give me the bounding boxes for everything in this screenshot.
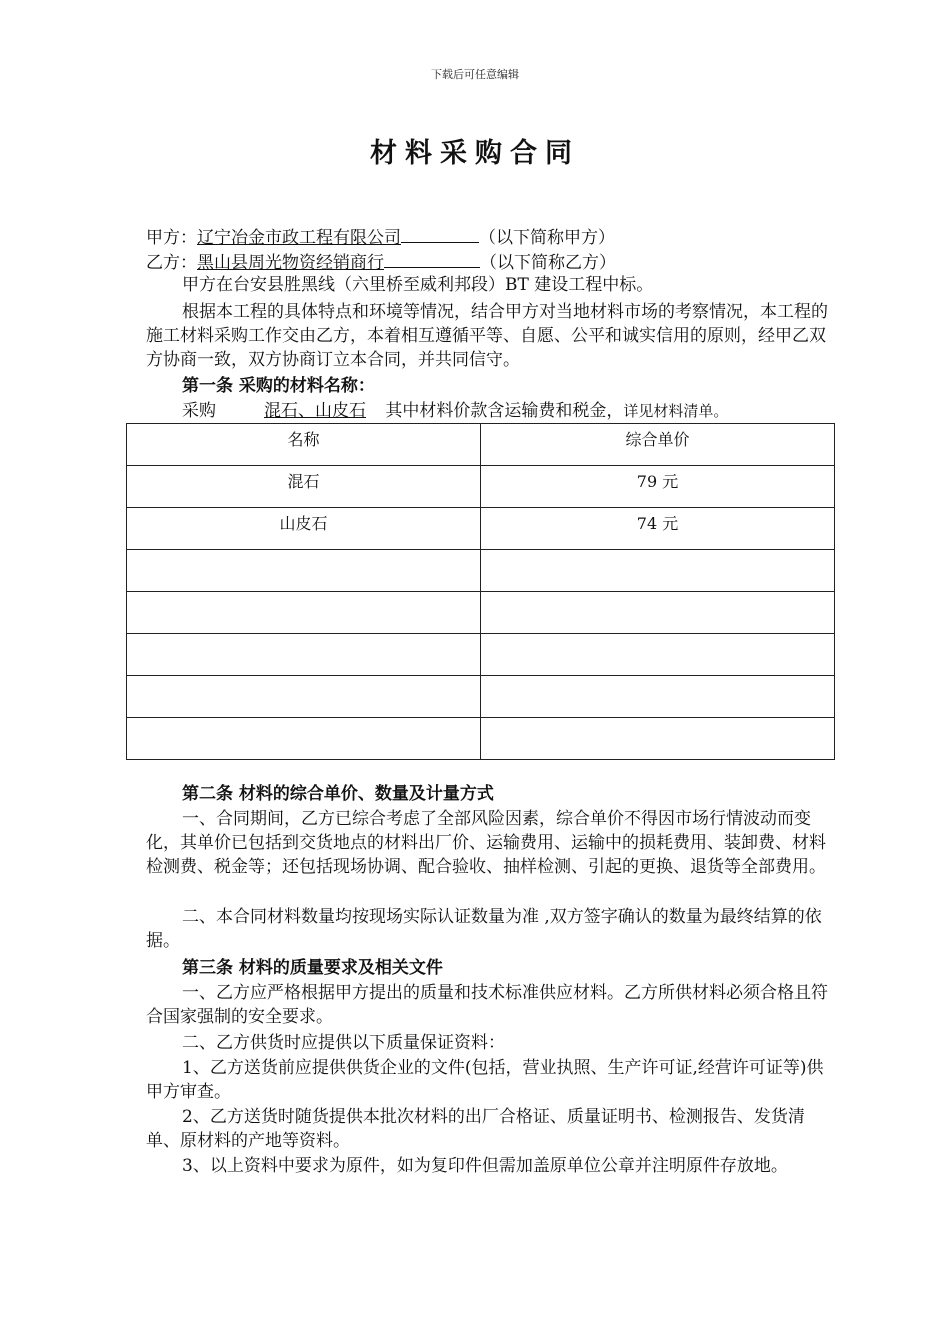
purchase-prefix: 采购 xyxy=(182,401,216,421)
party-a-label: 甲方： xyxy=(146,228,197,248)
cell-name xyxy=(127,550,481,592)
purchase-items: 混石、山皮石 xyxy=(264,401,366,421)
cell-name: 混石 xyxy=(127,466,481,508)
article-2-paragraph-1: 一、合同期间，乙方已综合考虑了全部风险因素，综合单价不得因市场行情波动而变化，其单价已包括到交货地点的材料出厂价、运输费用、运输中的损耗费用、装卸费、材料检测费、税金等；还包括现场协调、配合验收、抽样检测、引起的更换、退货等全部费用。 xyxy=(146,809,826,877)
page-title: 材料采购合同 xyxy=(370,138,580,169)
article-2-heading: 第二条 材料的综合单价、数量及计量方式 xyxy=(182,784,494,804)
party-a-blank xyxy=(401,224,479,243)
party-b-blank xyxy=(384,249,480,268)
header-note: 下载后可任意编辑 xyxy=(431,68,519,81)
intro-paragraph-2: 根据本工程的具体特点和环境等情况，结合甲方对当地材料市场的考察情况，本工程的施工材料采购工作交由乙方，本着相互遵循平等、自愿、公平和诚实信用的原则，经甲乙双方协商一致，双方协商订立本合同，并共同信守。 xyxy=(146,302,828,370)
cell-price xyxy=(481,718,835,760)
party-a-name: 辽宁冶金市政工程有限公司 xyxy=(197,228,401,248)
cell-price: 74 元 xyxy=(481,508,835,550)
cell-name xyxy=(127,718,481,760)
article-1-heading: 第一条 采购的材料名称： xyxy=(182,376,375,396)
table-row xyxy=(127,676,835,718)
article-3-paragraph-2: 二、乙方供货时应提供以下质量保证资料： xyxy=(182,1033,505,1053)
cell-name xyxy=(127,676,481,718)
article-3-heading: 第三条 材料的质量要求及相关文件 xyxy=(182,958,443,978)
purchase-suffix-small: 详见材料清单。 xyxy=(623,402,729,420)
cell-name xyxy=(127,592,481,634)
cell-price xyxy=(481,550,835,592)
purchase-suffix: 其中材料价款含运输费和税金， xyxy=(385,401,624,421)
party-b-suffix: （以下简称乙方） xyxy=(480,253,616,273)
cell-price xyxy=(481,676,835,718)
cell-price xyxy=(481,592,835,634)
cell-price xyxy=(481,634,835,676)
article-3-paragraph-4: 2、乙方送货时随货提供本批次材料的出厂合格证、质量证明书、检测报告、发货清单、原材料的产地等资料。 xyxy=(146,1107,805,1151)
table-row xyxy=(127,592,835,634)
article-3-paragraph-1: 一、乙方应严格根据甲方提出的质量和技术标准供应材料。乙方所供材料必须合格且符合国家强制的安全要求。 xyxy=(146,983,828,1027)
party-a-suffix: （以下简称甲方） xyxy=(479,228,615,248)
intro-paragraph-1: 甲方在台安县胜黑线（六里桥至威利邦段）BT 建设工程中标。 xyxy=(182,275,654,295)
table-row xyxy=(127,634,835,676)
purchase-line xyxy=(182,399,728,423)
table-row xyxy=(127,508,835,550)
table-row xyxy=(127,466,835,508)
party-b-line xyxy=(146,249,616,275)
article-3-paragraph-5: 3、以上资料中要求为原件，如为复印件但需加盖原单位公章并注明原件存放地。 xyxy=(182,1156,788,1176)
article-3-paragraph-3: 1、乙方送货前应提供供货企业的文件(包括，营业执照、生产许可证,经营许可证等)供甲方审查。 xyxy=(146,1058,824,1102)
cell-name xyxy=(127,634,481,676)
materials-table xyxy=(126,423,835,760)
party-a-line xyxy=(146,224,615,250)
table-row xyxy=(127,550,835,592)
article-2-paragraph-2: 二、本合同材料数量均按现场实际认证数量为准 ,双方签字确认的数量为最终结算的依据。 xyxy=(146,907,822,951)
cell-price: 79 元 xyxy=(481,466,835,508)
party-b-name: 黑山县周光物资经销商行 xyxy=(197,253,384,273)
party-b-label: 乙方： xyxy=(146,253,197,273)
header-unit-price: 综合单价 xyxy=(481,424,835,466)
header-name: 名称 xyxy=(127,424,481,466)
cell-name: 山皮石 xyxy=(127,508,481,550)
table-row xyxy=(127,718,835,760)
table-header-row xyxy=(127,424,835,466)
